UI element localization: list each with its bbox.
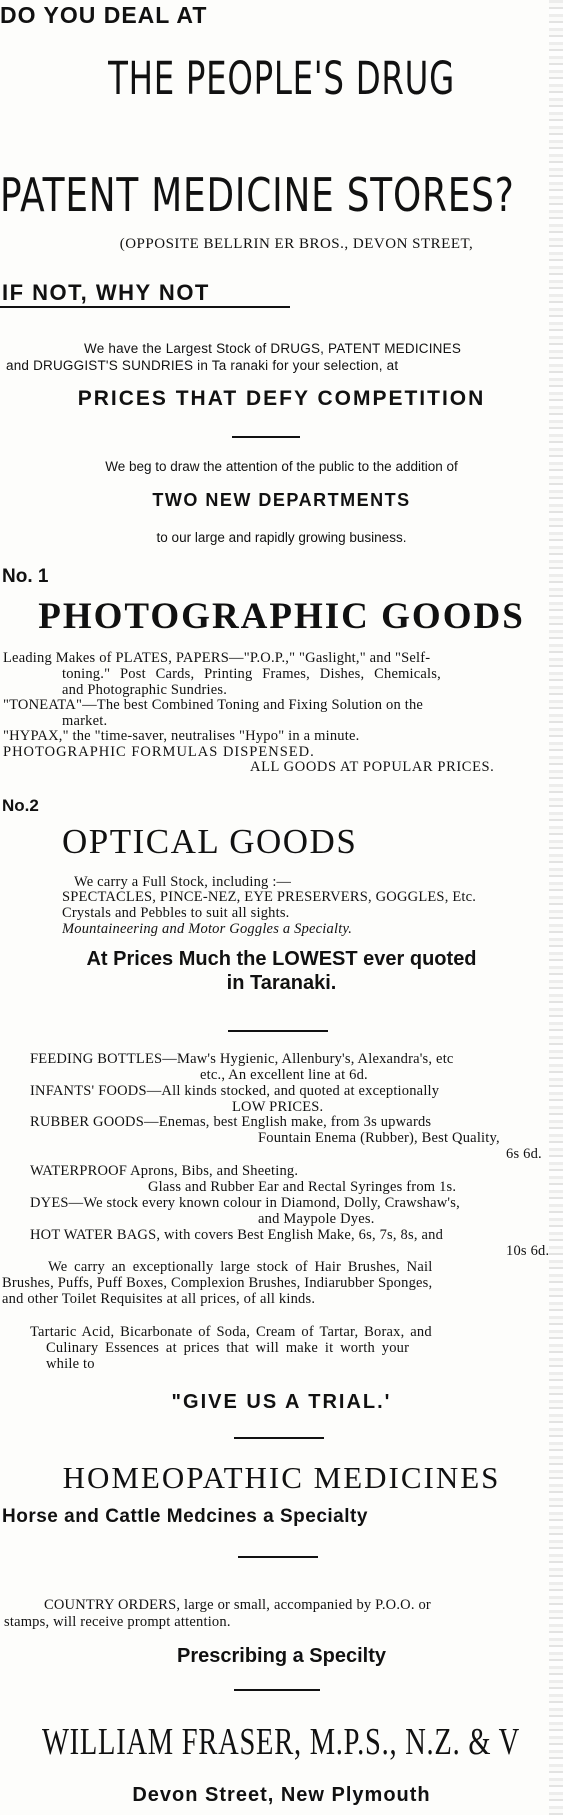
prescribing-heading: Prescribing a Specilty <box>177 1645 386 1667</box>
item-line: RUBBER GOODS—Enemas, best English make, from 3s upwards <box>30 1114 432 1130</box>
item-line: LOW PRICES. <box>232 1099 324 1115</box>
page-edge-scan-artifact <box>549 0 563 1815</box>
departments-intro: We beg to draw the attention of the public to the addition of <box>105 459 458 474</box>
item-line: WATERPROOF Aprons, Bibs, and Sheeting. <box>30 1163 299 1179</box>
proprietor-name: WILLIAM FRASER, M.P.S., N.Z. & V <box>42 1721 520 1763</box>
item-line: 10s 6d. <box>506 1243 550 1259</box>
item-line: while to <box>46 1356 95 1372</box>
optical-line: We carry a Full Stock, including :— <box>74 874 292 890</box>
divider <box>228 1030 328 1032</box>
lowest-prices-heading-line2: in Taranaki. <box>226 972 337 994</box>
optical-line: Mountaineering and Motor Goggles a Specialty. <box>62 921 353 937</box>
store-name-line2: PATENT MEDICINE STORES? <box>0 168 515 222</box>
department-number-2: No.2 <box>2 796 39 815</box>
item-line: Glass and Rubber Ear and Rectal Syringes from 1s. <box>148 1179 457 1195</box>
optical-line: SPECTACLES, PINCE-NEZ, EYE PRESERVERS, GOGGLES, Etc. <box>62 889 477 905</box>
item-line: FEEDING BOTTLES—Maw's Hygienic, Allenbury's, Alexandra's, etc <box>30 1051 454 1067</box>
optical-goods-title: OPTICAL GOODS <box>62 822 358 861</box>
item-line: Culinary Essences at prices that will make it worth your <box>46 1340 410 1356</box>
photographic-goods-title: PHOTOGRAPHIC GOODS <box>38 596 525 637</box>
item-line: Tartaric Acid, Bicarbonate of Soda, Cream of Tartar, Borax, and <box>30 1324 432 1340</box>
item-line: We carry an exceptionally large stock of Hair Brushes, Nail <box>48 1259 433 1275</box>
homeopathic-title: HOMEOPATHIC MEDICINES <box>62 1460 501 1495</box>
horse-cattle-heading: Horse and Cattle Medcines a Specialty <box>2 1506 368 1527</box>
item-line: DYES—We stock every known colour in Diamond, Dolly, Crawshaw's, <box>30 1195 460 1211</box>
photo-line: toning." Post Cards, Printing Frames, Dishes, Chemicals, <box>62 666 441 682</box>
photo-line: Leading Makes of PLATES, PAPERS—"P.O.P.," "Gaslight," and "Self- <box>3 650 431 666</box>
store-name-line1: THE PEOPLE'S DRUG <box>108 52 455 105</box>
photo-line: market. <box>62 713 108 729</box>
photo-line: ALL GOODS AT POPULAR PRICES. <box>250 759 495 775</box>
photo-line: "HYPAX," the "time-saver, neutralises "Hypo" in a minute. <box>3 728 360 744</box>
divider <box>0 306 290 308</box>
divider <box>234 1437 324 1439</box>
photo-line: PHOTOGRAPHIC FORMULAS DISPENSED. <box>3 744 315 760</box>
item-line: etc., An excellent line at 6d. <box>200 1067 368 1083</box>
divider <box>238 1556 318 1558</box>
divider <box>234 1689 320 1691</box>
photo-line: and Photographic Sundries. <box>62 682 228 698</box>
intro-line1: We have the Largest Stock of DRUGS, PATENT MEDICINES <box>84 341 462 356</box>
item-line: INFANTS' FOODS—All kinds stocked, and quoted at exceptionally <box>30 1083 440 1099</box>
optical-line: Crystals and Pebbles to suit all sights. <box>62 905 290 921</box>
item-line: HOT WATER BAGS, with covers Best English Make, 6s, 7s, 8s, and <box>30 1227 444 1243</box>
item-line: Brushes, Puffs, Puff Boxes, Complexion Brushes, Indiarubber Sponges, <box>2 1275 433 1291</box>
prices-heading: PRICES THAT DEFY COMPETITION <box>77 387 486 410</box>
item-line: and Maypole Dyes. <box>258 1211 375 1227</box>
two-departments-heading: TWO NEW DEPARTMENTS <box>152 490 411 510</box>
if-not-heading: IF NOT, WHY NOT <box>2 280 210 305</box>
country-orders-line2: stamps, will receive prompt attention. <box>4 1614 231 1630</box>
opposite-address: (OPPOSITE BELLRIN ER BROS., DEVON STREET, <box>119 236 474 252</box>
item-line: and other Toilet Requisites at all prices, of all kinds. <box>2 1291 316 1307</box>
give-us-a-trial: "GIVE US A TRIAL.' <box>171 1391 392 1413</box>
store-address: Devon Street, New Plymouth <box>132 1784 431 1806</box>
divider <box>232 436 300 438</box>
department-number-1: No. 1 <box>2 566 49 587</box>
item-line: Fountain Enema (Rubber), Best Quality, <box>258 1130 500 1146</box>
lowest-prices-heading: At Prices Much the LOWEST ever quoted <box>86 948 477 970</box>
photo-line: "TONEATA"—The best Combined Toning and Fixing Solution on the <box>3 697 424 713</box>
intro-line2: and DRUGGIST'S SUNDRIES in Ta ranaki for your selection, at <box>6 358 399 373</box>
item-line: 6s 6d. <box>506 1146 542 1162</box>
country-orders-line1: COUNTRY ORDERS, large or small, accompanied by P.O.O. or <box>44 1597 431 1613</box>
departments-outro: to our large and rapidly growing business. <box>156 530 407 545</box>
do-you-deal-heading: DO YOU DEAL AT <box>0 2 208 28</box>
